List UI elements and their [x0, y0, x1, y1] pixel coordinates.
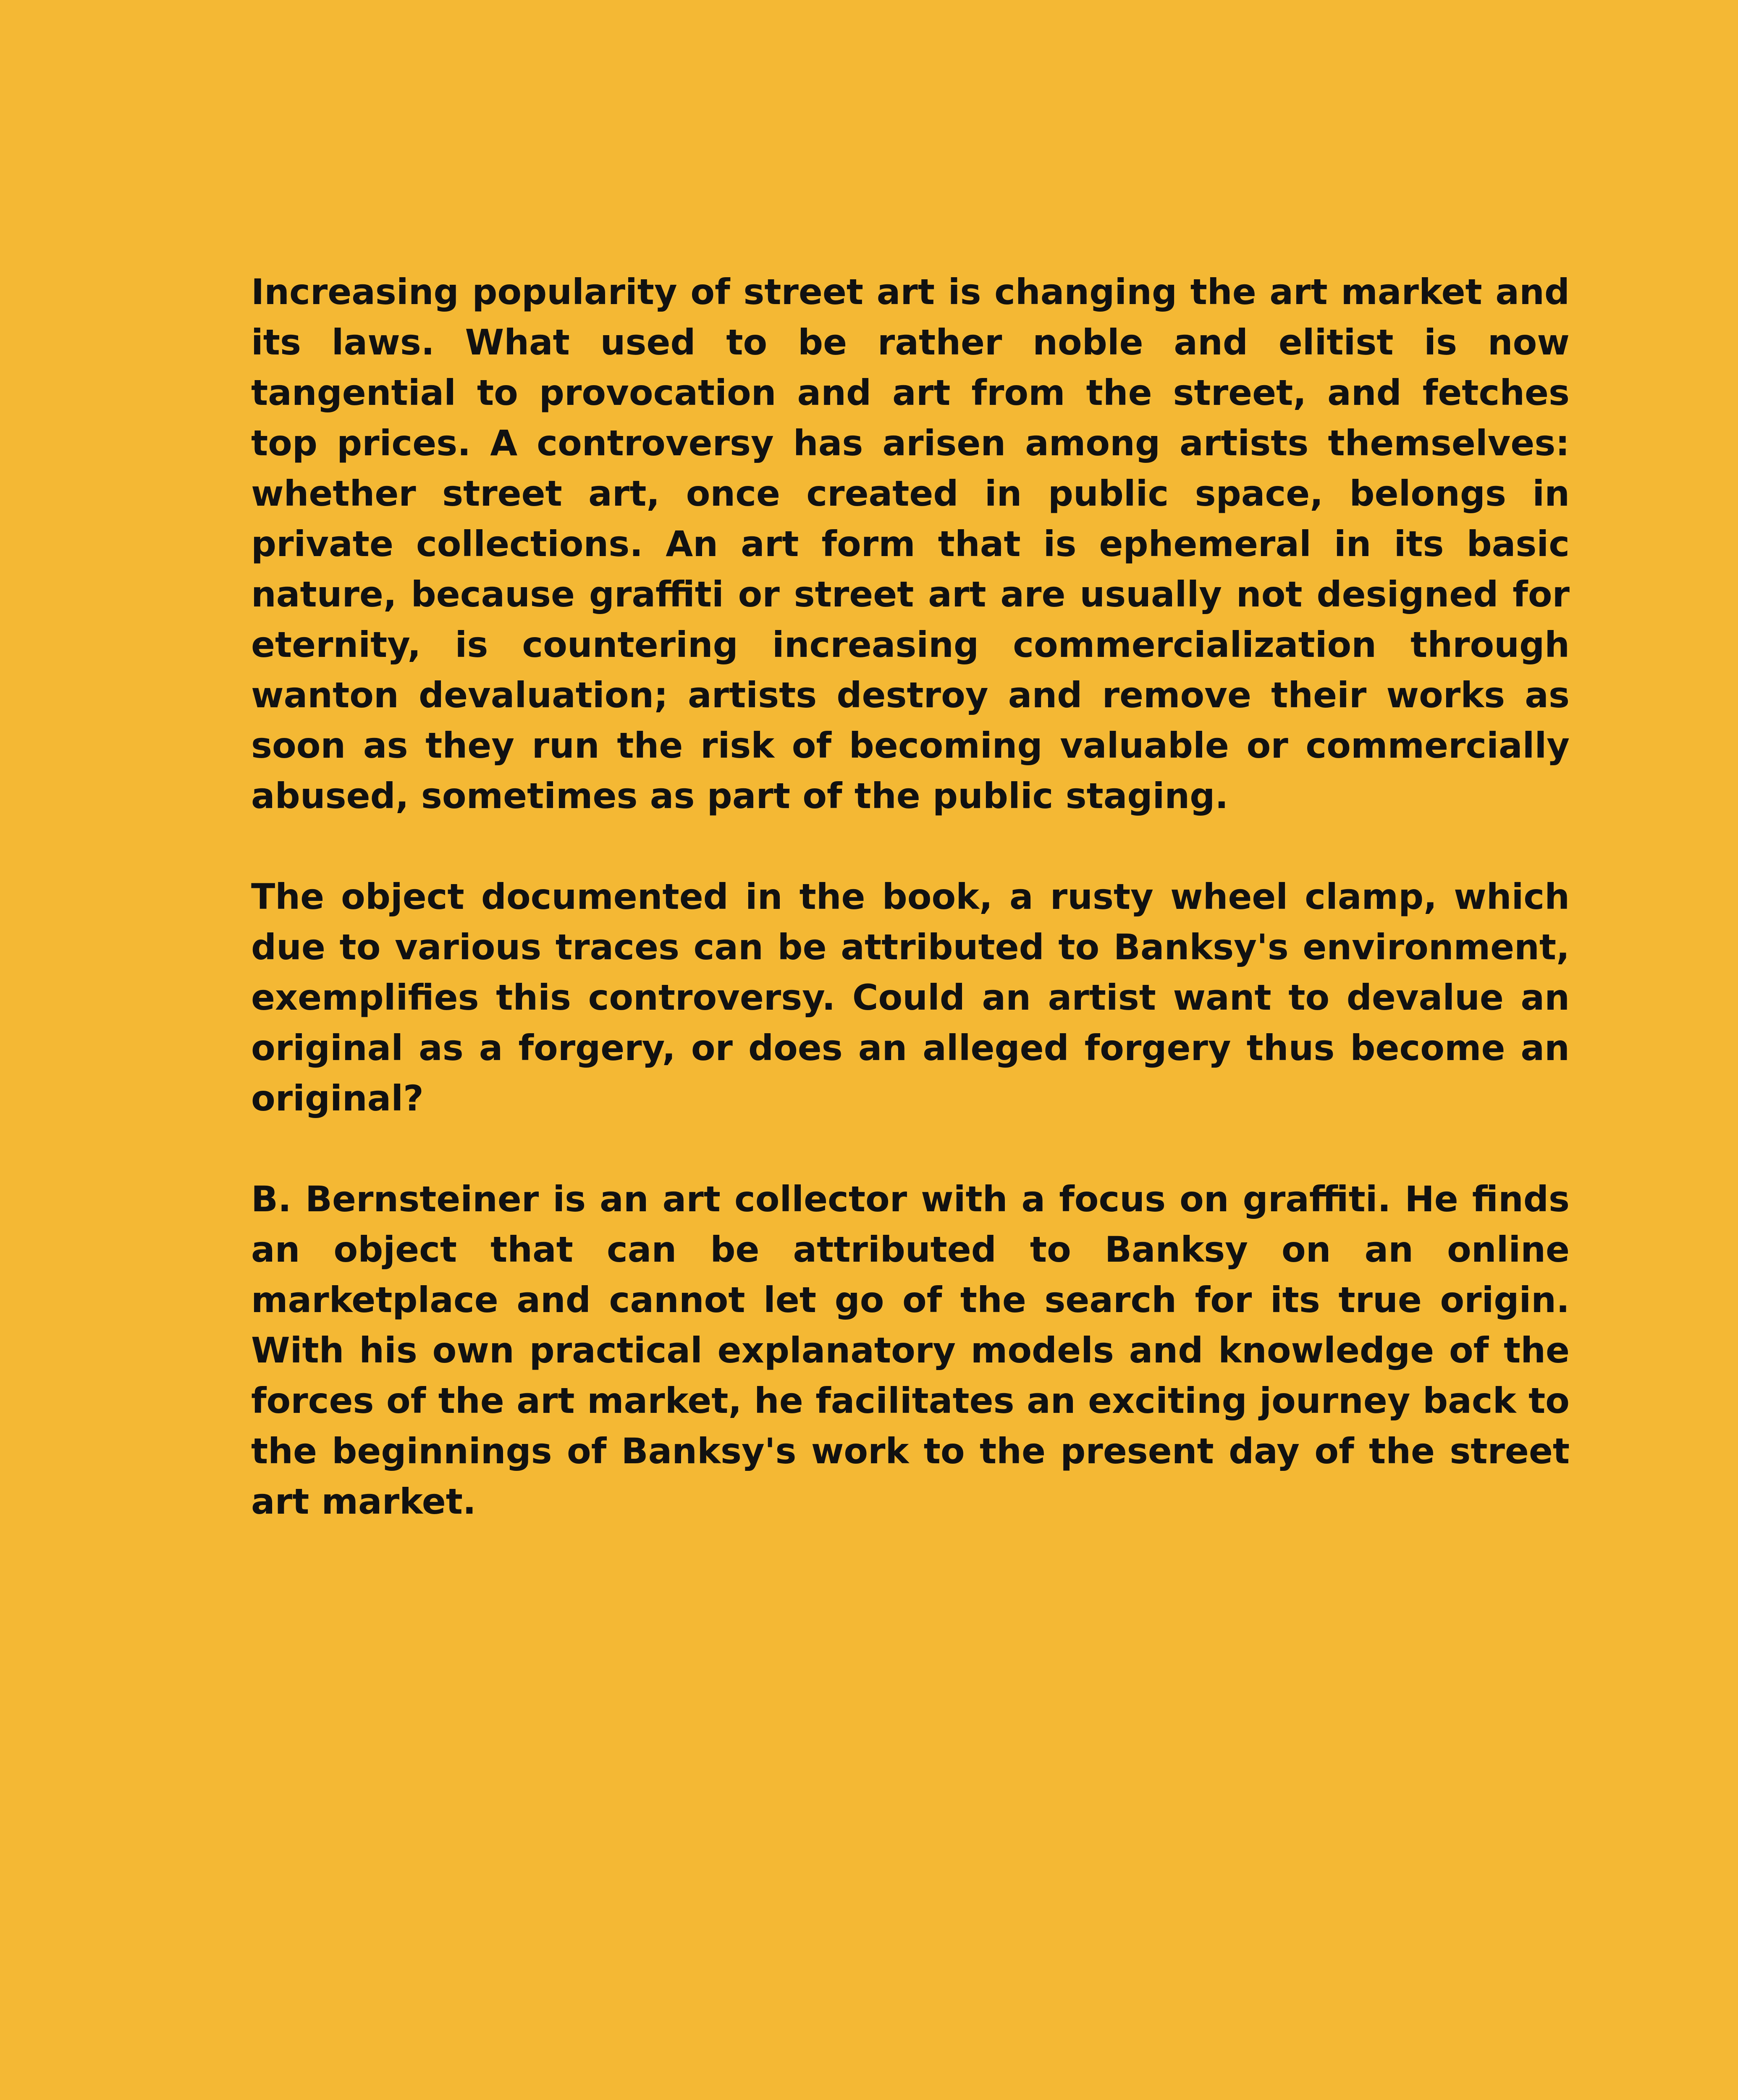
blurb-paragraph-1: Increasing popularity of street art is changing the art market and its laws. What used to be rather noble and elitist is now tangential to provocation and art from the street, and fetches top prices. A controversy has arisen among artists themselves: whether street art, once created in public space, belongs in private collections. An art form that is ephemeral in its basic nature, because graffiti or street art are usually not designed for eternity, is countering increasing commercialization through wanton devaluation; artists destroy and remove their works as soon as they run the risk of becoming valuable or commercially abused, sometimes as part of the public staging. [251, 271, 1570, 816]
back-cover-blurb [251, 267, 1570, 1527]
blurb-paragraph-3: B. Bernsteiner is an art collector with a focus on graffiti. He finds an object that can be attributed to Banksy on an online marketplace and cannot let go of the search for its true origin. With his own practical explanatory models and knowledge of the forces of the art market, he facilitates an exciting journey back to the beginnings of Banksy's work to the present day of the street art market. [251, 1179, 1570, 1522]
blurb-paragraph-2: The object documented in the book, a rusty wheel clamp, which due to various traces can be attributed to Banksy's environment, exemplifies this controversy. Could an artist want to devalue an original as a forgery, or does an alleged forgery thus become an original? [251, 876, 1570, 1119]
